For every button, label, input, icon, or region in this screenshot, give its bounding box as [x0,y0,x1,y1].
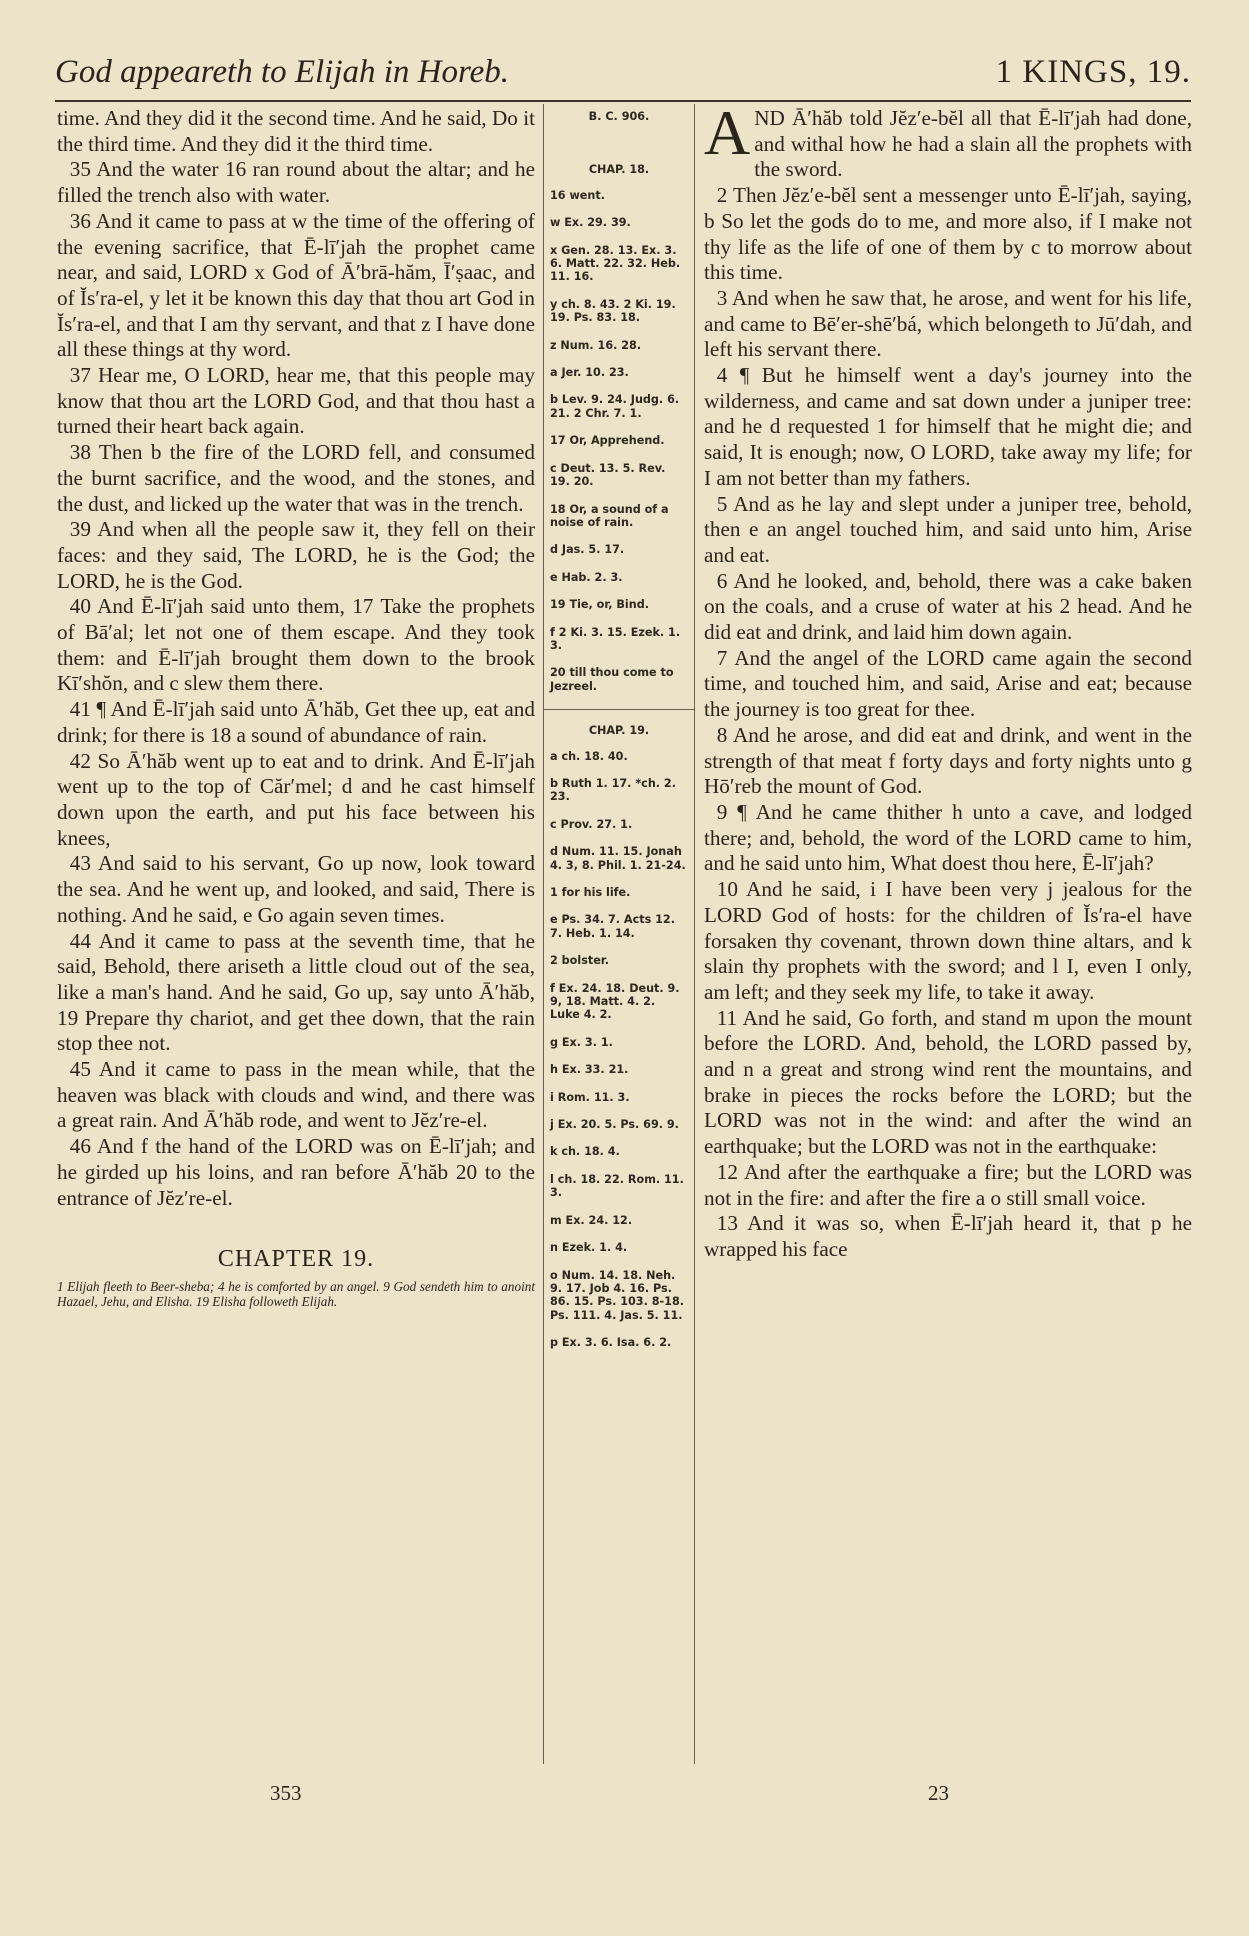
cross-reference: j Ex. 20. 5. Ps. 69. 9. [550,1118,679,1132]
cross-reference: n Ezek. 1. 4. [550,1241,628,1255]
cross-reference: i Rom. 11. 3. [550,1090,630,1104]
verse-paragraph: 45 And it came to pass in the mean while, that the heaven was black with clouds and wind, and there was a great rain. And Ā′hăb rode, and went to Jĕz′re-el. [57,1057,535,1133]
cross-reference: o Num. 14. 18. Neh. 9. 17. Job 4. 16. Ps. 86. 15. Ps. 103. 8-18. Ps. 111. 4. Jas. 5. 11. [550,1268,684,1322]
verse-paragraph: 10 And he said, i I have been very j jealous for the LORD God of hosts: for the children of Ĭs′ra-el have forsaken thy covenant, thrown down thine altars, and k slain thy prophets with the sword; and l I, even I only, am left; and they seek my life, to take it away. [704,877,1192,1004]
cross-reference: d Jas. 5. 17. [550,543,625,557]
verse-paragraph: 41 ¶ And Ē-lī′jah said unto Ā′hăb, Get thee up, eat and drink; for there is 18 a sound of abundance of rain. [57,697,535,747]
verse-paragraph: 44 And it came to pass at the seventh time, that he said, Behold, there ariseth a little cloud out of the sea, like a man's hand. And he said, Go up, say unto Ā′hăb, 19 Prepare thy chariot, and get thee down, that the rain stop thee not. [57,928,535,1056]
header-title-left: God appeareth to Elijah in Horeb. [55,54,510,90]
cross-reference: k ch. 18. 4. [550,1145,620,1159]
verse-paragraph: 4 ¶ But he himself went a day's journey into the wilderness, and came and sat down under a juniper tree: and he d requested 1 for himself that he might die; and said, It is enough; now, O LORD, take away my life; for I am not better than my fathers. [704,363,1192,490]
cross-reference: a ch. 18. 40. [550,749,628,763]
margin-chapter-label: CHAP. 18. [588,163,650,177]
running-header [55,52,1191,102]
verse-paragraph-first [704,97,1192,183]
verse-paragraph: 37 Hear me, O LORD, hear me, that this people may know that thou art the LORD God, and that thou hast a turned their heart back again. [57,363,535,439]
column-divider [543,104,544,1764]
cross-reference: f Ex. 24. 18. Deut. 9. 9, 18. Matt. 4. 2. Luke 4. 2. [550,981,680,1022]
verse-paragraph: 3 And when he saw that, he arose, and went for his life, and came to Bē′er-shē′bá, which belongeth to Jū′dah, and left his servant there. [704,285,1192,362]
cross-reference: d Num. 11. 15. Jonah 4. 3, 8. Phil. 1. 21-24. [550,845,686,872]
cross-reference: 20 till thou come to Jezreel. [550,666,674,693]
header-title-right: 1 KINGS, 19. [995,54,1191,90]
drop-cap: A [704,97,751,168]
cross-reference: 16 went. [550,188,605,202]
chapter-heading: CHAPTER 19. [217,1246,375,1273]
cross-reference: a Jer. 10. 23. [550,366,629,380]
verse-paragraph: 42 So Ā′hăb went up to eat and to drink. And Ē-lī′jah went up to the top of Căr′mel; d and he cast himself down upon the earth, and put his face between his knees, [57,748,535,850]
verse-paragraph: time. And they did it the second time. And he said, Do it the third time. And they did it the third time. [57,106,535,156]
cross-reference: b Lev. 9. 24. Judg. 6. 21. 2 Chr. 7. 1. [550,393,680,420]
cross-reference: g Ex. 3. 1. [550,1035,613,1049]
cross-reference: b Ruth 1. 17. *ch. 2. 23. [550,776,676,804]
cross-reference: y ch. 8. 43. 2 Ki. 19. 19. Ps. 83. 18. [550,297,676,325]
margin-separator [544,709,694,710]
cross-reference: m Ex. 24. 12. [550,1213,633,1227]
cross-reference: 19 Tie, or, Bind. [550,598,649,612]
cross-reference: f 2 Ki. 3. 15. Ezek. 1. 3. [550,625,681,652]
right-text-column [704,97,1192,1766]
verse-paragraph: 40 And Ē-lī′jah said unto them, 17 Take the prophets of Bā′al; let not one of them escape. And they took them: and Ē-lī′jah brought them down to the brook Kī′shŏn, and c slew them there. [57,594,535,696]
verse-paragraph: 5 And as he lay and slept under a juniper tree, behold, then e an angel touched him, and said unto him, Arise and eat. [704,491,1192,567]
verse-paragraph: 13 And it was so, when Ē-lī′jah heard it, that p he wrapped his face [704,1211,1192,1261]
cross-reference: z Num. 16. 28. [550,338,642,352]
verse-text: ND Ā′hăb told Jĕz′e-bĕl all that Ē-lī′jah had done, and withal how he had a slain all the prophets with the sword. [754,106,1192,182]
cross-reference: c Prov. 27. 1. [550,817,633,831]
cross-reference: h Ex. 33. 21. [550,1063,629,1077]
cross-reference: p Ex. 3. 6. Isa. 6. 2. [550,1336,672,1350]
verse-paragraph: 8 And he arose, and did eat and drink, and went in the strength of that meat f forty days and forty nights unto g Hō′reb the mount of God. [704,722,1192,799]
column-divider [694,104,695,1764]
page-number-right: 23 [928,1781,949,1805]
cross-reference: e Ps. 34. 7. Acts 12. 7. Heb. 1. 14. [550,913,675,940]
year-marker: B. C. 906. [588,110,650,123]
verse-paragraph: 11 And he said, Go forth, and stand m upon the mount before the LORD. And, behold, the LORD passed by, and n a great and strong wind rent the mountains, and brake in pieces the rocks before the LORD; but the LORD was not in the wind: and after the wind an earthquake; but the LORD was not in the earthquake: [704,1005,1192,1159]
verse-paragraph: 43 And said to his servant, Go up now, look toward the sea. And he went up, and looked, and said, There is nothing. And he said, e Go again seven times. [57,851,535,927]
verse-paragraph: 2 Then Jĕz′e-bĕl sent a messenger unto Ē-lī′jah, saying, b So let the gods do to me, and more also, if I make not thy life as the life of one of them by c to morrow about this time. [704,183,1192,285]
cross-reference: x Gen. 28. 13. Ex. 3. 6. Matt. 22. 32. Heb. 11. 16. [550,243,681,284]
cross-reference: e Hab. 2. 3. [550,570,623,584]
cross-reference-column [550,110,688,1760]
verse-paragraph: 46 And f the hand of the LORD was on Ē-lī′jah; and he girded up his loins, and ran before Ā′hăb 20 to the entrance of Jĕz′re-el. [57,1134,535,1210]
verse-paragraph: 12 And after the earthquake a fire; but the LORD was not in the fire: and after the fire a o still small voice. [704,1159,1192,1210]
chapter-summary: 1 Elijah fleeth to Beer-sheba; 4 he is comforted by an angel. 9 God sendeth him to anoint Hazael, Jehu, and Elisha. 19 Elisha followeth Elijah. [57,1278,535,1309]
cross-reference: w Ex. 29. 39. [550,216,631,230]
cross-reference: c Deut. 13. 5. Rev. 19. 20. [550,461,666,489]
cross-reference: 17 Or, Apprehend. [550,434,665,448]
cross-reference: 2 bolster. [550,954,609,968]
verse-paragraph: 9 ¶ And he came thither h unto a cave, and lodged there; and, behold, the word of the LORD came to him, and he said unto him, What doest thou here, Ē-lī′jah? [704,799,1192,876]
verse-paragraph: 6 And he looked, and, behold, there was a cake baken on the coals, and a cruse of water at his 2 head. And he did eat and drink, and laid him down again. [704,568,1192,645]
verse-paragraph: 38 Then b the fire of the LORD fell, and consumed the burnt sacrifice, and the wood, and the stones, and the dust, and licked up the water that was in the trench. [57,440,535,516]
verse-paragraph: 7 And the angel of the LORD came again the second time, and touched him, and said, Arise and eat; because the journey is too great for thee. [704,645,1192,722]
left-text-column [57,106,535,1731]
cross-reference: 18 Or, a sound of a noise of rain. [550,502,669,529]
verse-paragraph: 39 And when all the people saw it, they fell on their faces: and they said, The LORD, he is the God; the LORD, he is the God. [57,517,535,593]
cross-reference: l ch. 18. 22. Rom. 11. 3. [550,1172,684,1200]
verse-paragraph: 36 And it came to pass at w the time of the offering of the evening sacrifice, that Ē-lī′jah the prophet came near, and said, LORD x God of Ā′brā-hăm, Ī′ṣaac, and of Ĭs′ra-el, y let it be known this day that thou art God in Ĭs′ra-el, and that I am thy servant, and that z I have done all these things at thy word. [57,208,535,362]
verse-paragraph: 35 And the water 16 ran round about the altar; and he filled the trench also with water. [57,157,535,208]
margin-chapter-label: CHAP. 19. [588,724,650,738]
cross-reference: 1 for his life. [550,886,631,899]
page-number-left: 353 [270,1781,302,1805]
